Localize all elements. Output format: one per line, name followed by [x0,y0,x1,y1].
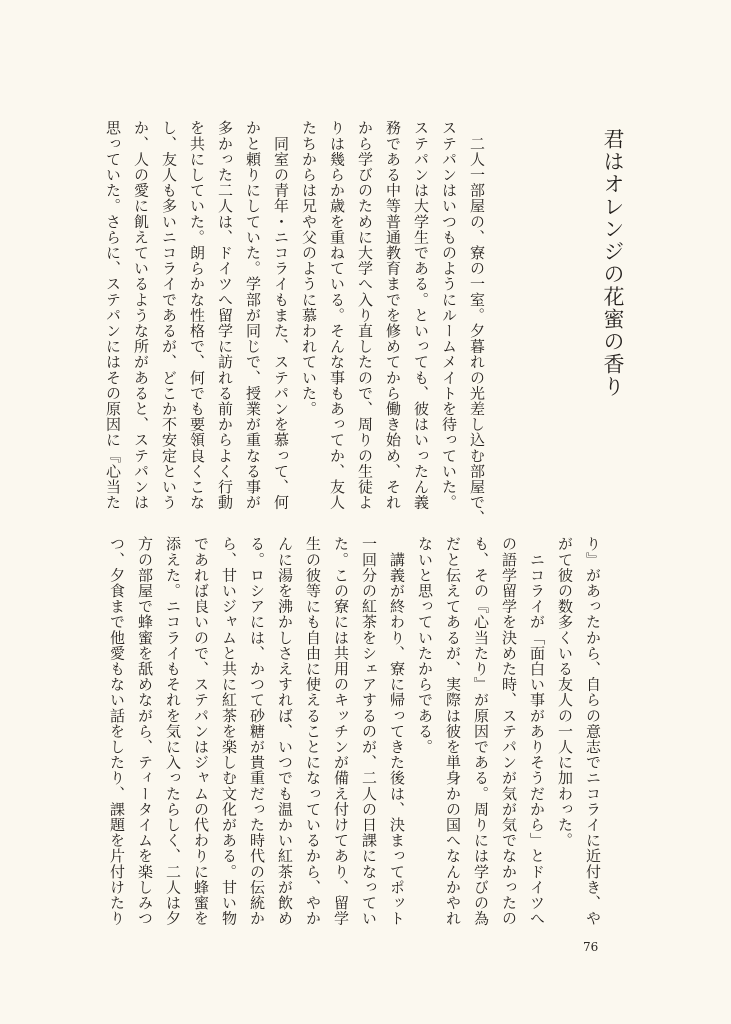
text-line: し、友人も多いニコライであるが、どこか不安定という [160,120,178,510]
text-line: ステパンはいつものようにルームメイトを待っていた。 [440,120,458,510]
text-line: る。ロシアには、かつて砂糖が貴重だった時代の伝統か [248,536,266,926]
text-line: 務である中等普通教育までを修めてから働き始め、それ [384,120,402,510]
text-line: だと伝えてあるが、実際は彼を単身かの国へなんかやれ [444,536,462,926]
text-line: か、人の愛に飢えているような所があると、ステパンは [132,120,150,510]
text-line: 一回分の紅茶をシェアするのが、二人の日課になってい [360,536,378,926]
text-line: た。この寮には共用のキッチンが備え付けてあり、留学 [332,536,350,926]
text-line: たちからは兄や父のように慕われていた。 [300,120,318,417]
text-line: 添えた。ニコライもそれを気に入ったらしく、二人は夕 [164,536,182,926]
text-line: も、その『心当たり』が原因である。周りには学びの為 [472,536,490,926]
text-line: かと頼りにしていた。学部が同じで、授業が重なる事が [244,120,262,510]
text-line: がて彼の数多くいる友人の一人に加わった。 [556,536,574,848]
text-line: を共にしていた。朗らかな性格で、何でも要領良くこな [188,120,206,510]
text-line: 多かった二人は、ドイツへ留学に訪れる前からよく行動 [216,120,234,510]
text-line: つ、夕食まで他愛もない話をしたり、課題を片付けたり [108,536,126,926]
text-line: 思っていた。さらに、ステパンにはその原因に『心当た [104,120,122,510]
chapter-title: 君はオレンジの花蜜の香り [601,128,625,398]
text-line: りは幾らか歳を重ねている。そんな事もあってか、友人 [328,120,346,510]
upper-text-block [104,120,491,526]
text-line: ないと思っていたからである。 [416,536,434,755]
lower-text-block [108,536,607,926]
text-line: 生の彼等にも自由に使えることになっているから、やか [304,536,322,926]
text-line: ニコライが「面白い事がありそうだから」とドイツへ [528,536,546,926]
text-line: 二人一部屋の、寮の一室。夕暮れの光差し込む部屋で、 [468,120,486,526]
page-number: 76 [583,940,599,954]
text-line: 方の部屋で蜂蜜を舐めながら、ティータイムを楽しみつ [136,536,154,926]
text-line: 講義が終わり、寮に帰ってきた後は、決まってポット [388,536,406,926]
text-line: り』があったから、自らの意志でニコライに近付き、や [584,536,602,926]
text-line: んに湯を沸かしさえすれば、いつでも温かい紅茶が飲め [276,536,294,926]
text-line: の語学留学を決めた時、ステパンが気が気でなかったの [500,536,518,926]
text-line: ステパンは大学生である。といっても、彼はいったん義 [412,120,430,510]
text-line: ら、甘いジャムと共に紅茶を楽しむ文化がある。甘い物 [220,536,238,926]
text-line: であれば良いので、ステパンはジャムの代わりに蜂蜜を [192,536,210,926]
text-line: から学びのために大学へ入り直したので、周りの生徒よ [356,120,374,510]
text-line: 同室の青年・ニコライもまた、ステパンを慕って、何 [272,120,290,510]
